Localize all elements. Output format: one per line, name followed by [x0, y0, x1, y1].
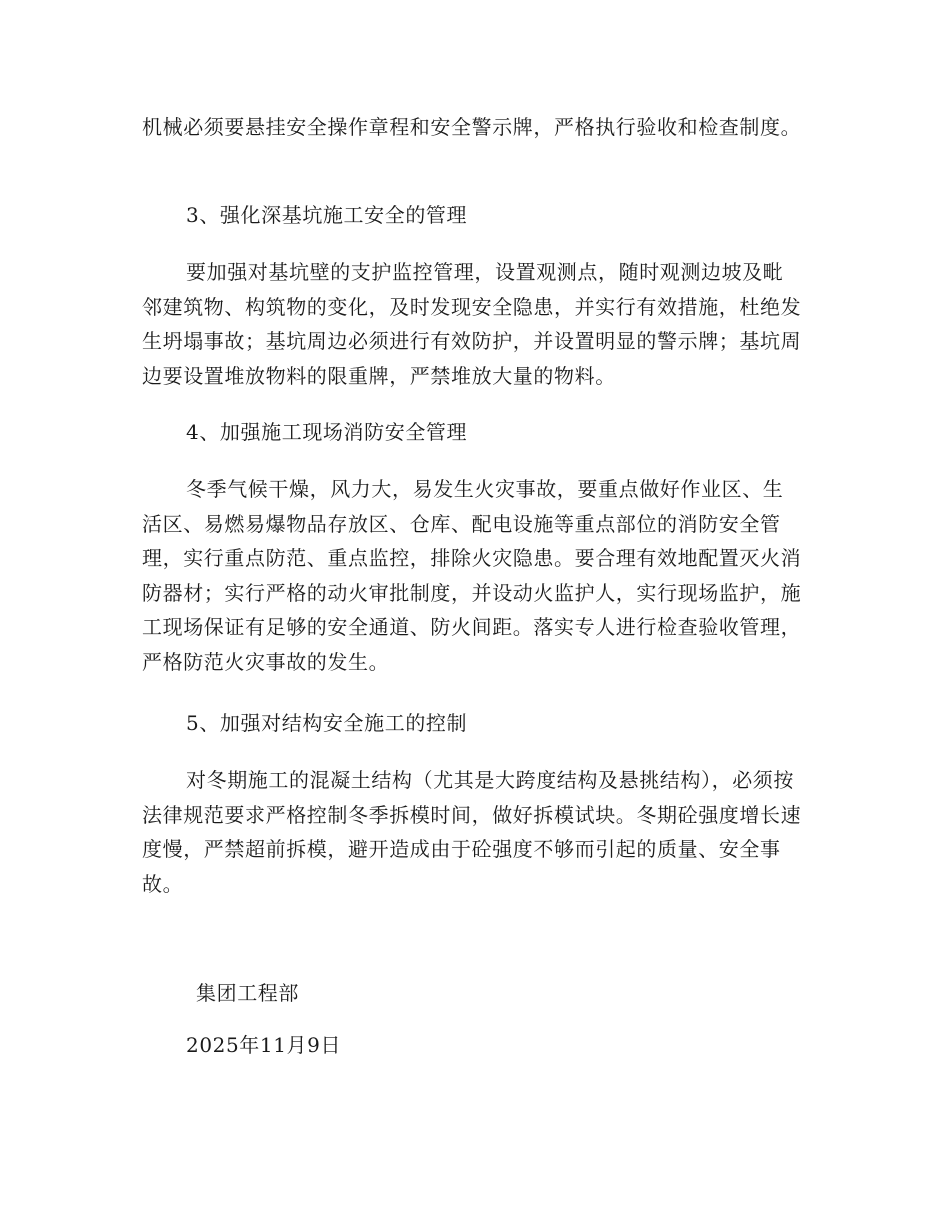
paragraph-foundation-pit: 要加强对基坑壁的支护监控管理，设置观测点，随时观测边坡及毗邻建筑物、构筑物的变化，及时发现安全隐患，并实行有效措施，杜绝发生坍塌事故；基坑周边必须进行有效防护，并设置明显的警示牌；基坑周边要设置堆放物料的限重牌，严禁堆放大量的物料。: [142, 260, 802, 388]
paragraph-fire-safety: 冬季气候干燥，风力大，易发生火灾事故，要重点做好作业区、生活区、易燃易爆物品存放区、仓库、配电设施等重点部位的消防安全管理，实行重点防范、重点监控，排除火灾隐患。要合理有效地配置灭火消防器材；实行严格的动火审批制度，并设动火监护人，实行现场监护，施工现场保证有足够的安全通道、防火间距。落实专人进行检查验收管理，严格防范火灾事故的发生。: [142, 477, 802, 674]
paragraph-structure-safety: 对冬期施工的混凝土结构（尤其是大跨度结构及悬挑结构），必须按法律规范要求严格控制冬季拆模时间，做好拆模试块。冬期砼强度增长速度慢，严禁超前拆模，避开造成由于砼强度不够而引起的质量、安全事故。: [142, 768, 802, 896]
signature-date: 2025年11月9日: [186, 1033, 342, 1057]
signature-department: 集团工程部: [196, 981, 299, 1005]
section-heading-3: 3、强化深基坑施工安全的管理: [186, 203, 468, 227]
section-heading-5: 5、加强对结构安全施工的控制: [186, 711, 468, 735]
paragraph-machinery-signs: 机械必须要悬挂安全操作章程和安全警示牌，严格执行验收和检查制度。: [142, 115, 802, 139]
section-heading-4: 4、加强施工现场消防安全管理: [186, 420, 468, 444]
